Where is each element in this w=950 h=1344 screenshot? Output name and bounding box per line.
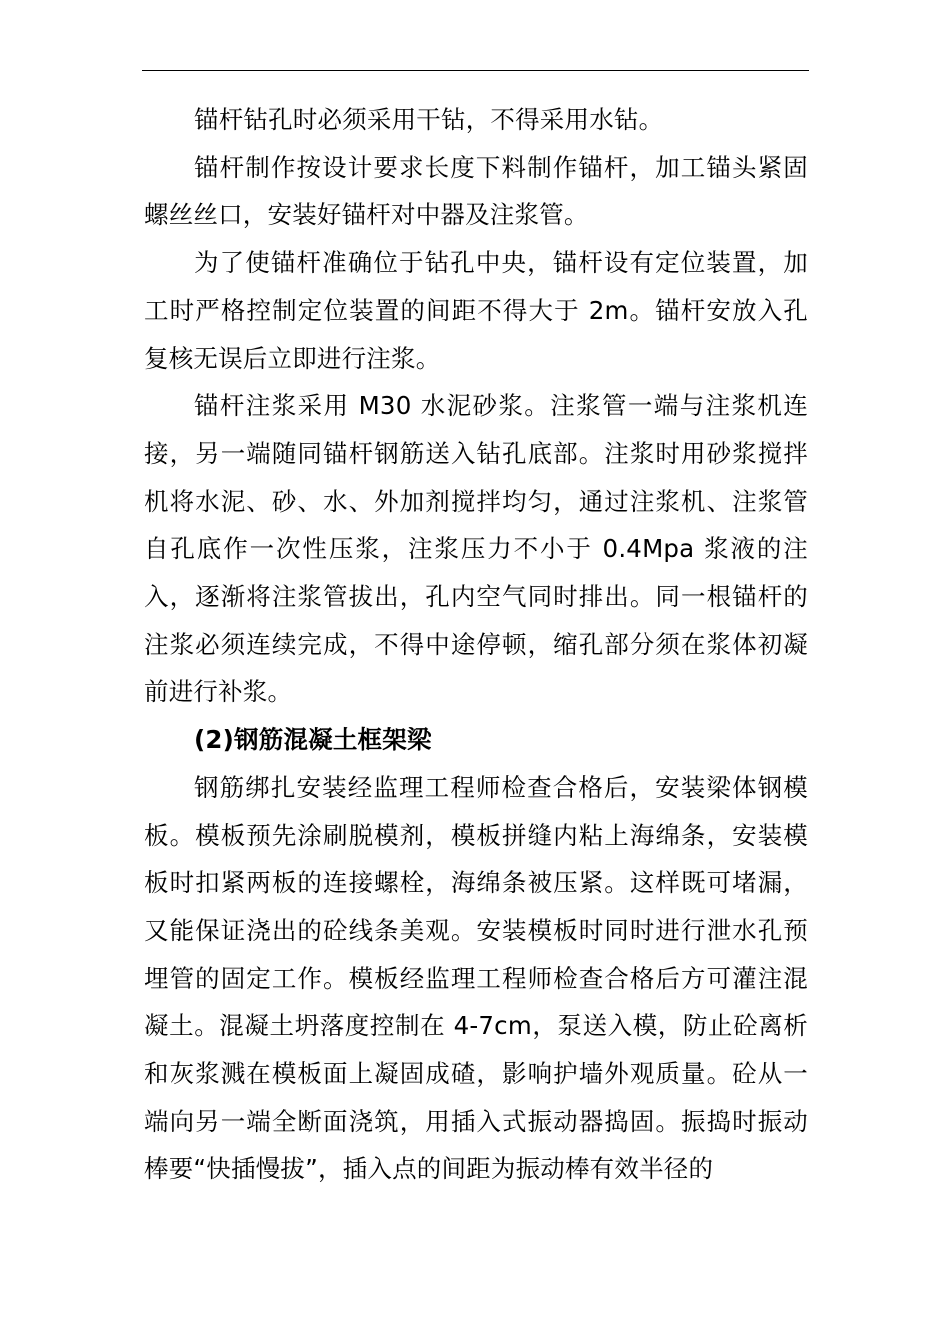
header-rule <box>142 70 809 71</box>
paragraph-anchor-fabrication: 锚杆制作按设计要求长度下料制作锚杆，加工锚头紧固螺丝丝口，安装好锚杆对中器及注浆管。 <box>144 152 808 230</box>
paragraph-anchor-positioning: 为了使锚杆准确位于钻孔中央，锚杆设有定位装置，加工时严格控制定位装置的间距不得大于 2m。锚杆安放入孔复核无误后立即进行注浆。 <box>144 248 808 373</box>
document-body <box>144 96 808 1193</box>
paragraph-frame-beam-formwork: 钢筋绑扎安装经监理工程师检查合格后，安装梁体钢模板。模板预先涂刷脱模剂，模板拼缝内粘上海绵条，安装模板时扣紧两板的连接螺栓，海绵条被压紧。这样既可堵漏，又能保证浇出的砼线条美观。安装模板时同时进行泄水孔预埋管的固定工作。模板经监理工程师检查合格后方可灌注混凝土。混凝土坍落度控制在 4-7cm，泵送入模，防止砼离析和灰浆溅在模板面上凝固成碴，影响护墙外观质量。砼从一端向另一端全断面浇筑，用插入式振动器捣固。振捣时振动棒要“快插慢拔”，插入点的间距为振动棒有效半径的 <box>144 772 808 1184</box>
paragraph-anchor-grouting: 锚杆注浆采用 M30 水泥砂浆。注浆管一端与注浆机连接，另一端随同锚杆钢筋送入钻孔底部。注浆时用砂浆搅拌机将水泥、砂、水、外加剂搅拌均匀，通过注浆机、注浆管自孔底作一次性压浆，注浆压力不小于 0.4Mpa 浆液的注入，逐渐将注浆管拔出，孔内空气同时排出。同一根锚杆的注浆必须连续完成，不得中途停顿，缩孔部分须在浆体初凝前进行补浆。 <box>144 391 808 707</box>
section-heading: (2)钢筋混凝土框架梁 <box>194 725 432 755</box>
paragraph-dry-drilling: 锚杆钻孔时必须采用干钻，不得采用水钻。 <box>194 105 664 134</box>
